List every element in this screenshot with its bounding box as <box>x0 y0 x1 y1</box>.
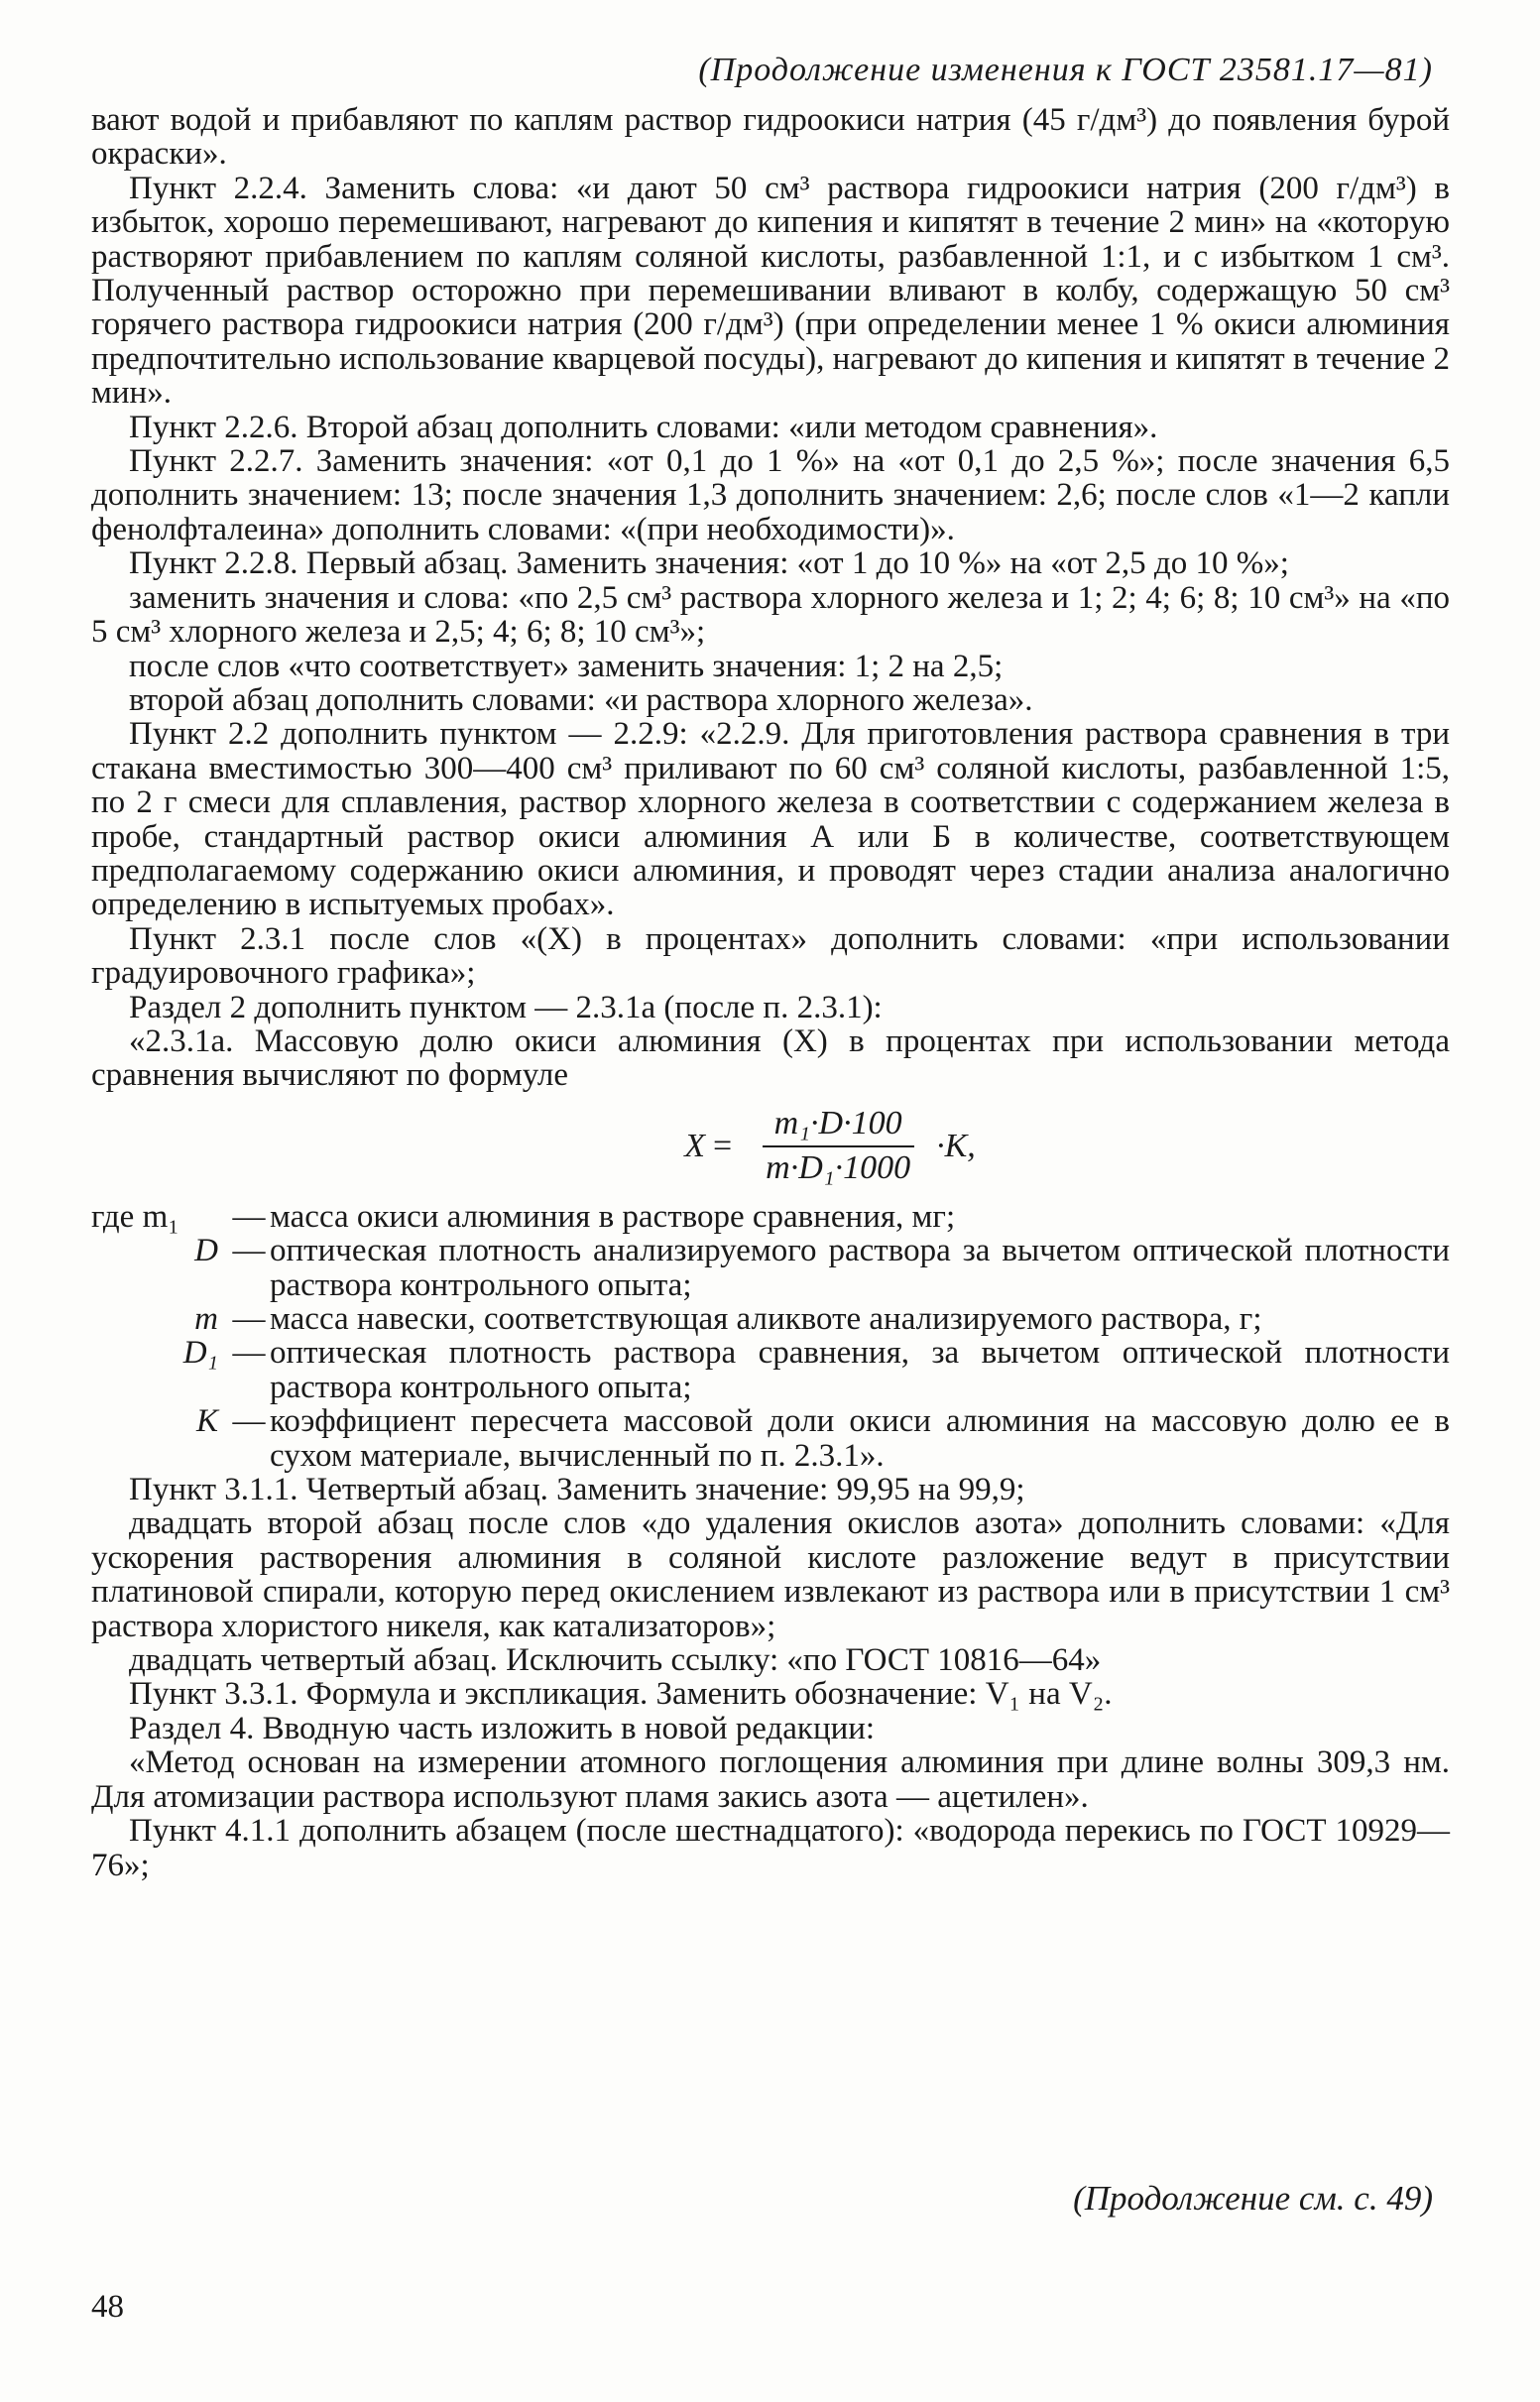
definition-symbol: где m₁ <box>91 1198 179 1235</box>
paragraph: вают водой и прибавляют по каплям раствор гидроокиси натрия (45 г/дм³) до появления бурой окраски». <box>91 102 1450 173</box>
definition-row <box>91 1200 1450 1234</box>
definition-text: коэффициент пересчета массовой доли окиси алюминия на массовую долю ее в сухом материале, вычисленный по п. 2.3.1». <box>270 1403 1450 1474</box>
definition-row <box>91 1234 1450 1302</box>
continuation-note: (Продолжение см. с. 49) <box>1073 2179 1433 2218</box>
definition-text: оптическая плотность раствора сравнения, за вычетом оптической плотности раствора контрольного опыта; <box>270 1335 1450 1405</box>
paragraph: «Метод основан на измерении атомного поглощения алюминия при длине волны 309,3 нм. Для атомизации раствора используют пламя закись азота — ацетилен». <box>91 1744 1450 1815</box>
definition-dash: — <box>232 1233 266 1269</box>
paragraph: Пункт 2.2.6. Второй абзац дополнить словами: «или методом сравнения». <box>129 409 1158 445</box>
paragraph: заменить значения и слова: «по 2,5 см³ раствора хлорного железа и 1; 2; 4; 6; 8; 10 см³» на «по 5 см³ хлорного железа и 2,5; 4; 6; 8; 10 см³»; <box>91 579 1450 651</box>
formula-suffix: ·K, <box>936 1127 976 1164</box>
paragraph: Пункт 3.3.1. Формула и экспликация. Заменить обозначение: V₁ на V₂. <box>129 1676 1113 1713</box>
definition-text: оптическая плотность анализируемого раствора за вычетом оптической плотности раствора контрольного опыта; <box>270 1233 1450 1303</box>
formula <box>210 1093 1450 1200</box>
definition-dash: — <box>232 1403 266 1440</box>
paragraph: Раздел 2 дополнить пунктом — 2.3.1а (после п. 2.3.1): <box>129 989 883 1025</box>
definition-symbol: m <box>194 1301 218 1337</box>
paragraph: второй абзац дополнить словами: «и раствора хлорного железа». <box>129 681 1033 718</box>
paragraph: Пункт 2.2.7. Заменить значения: «от 0,1 до 1 %» на «от 0,1 до 2,5 %»; после значения 6,5 дополнить значением: 13; после значения 1,3 дополнить значением: 2,6; после слов «1—2 капли фенолфталеина» дополнить словами: «(при необходимости)». <box>91 443 1450 547</box>
definition-text: масса навески, соответствующая аликвоте анализируемого раствора, г; <box>270 1301 1262 1337</box>
definition-dash: — <box>232 1301 266 1337</box>
definition-dash: — <box>232 1198 266 1235</box>
paragraph: двадцать второй абзац после слов «до удаления окислов азота» дополнить словами: «Для ускорения растворения алюминия в соляной кислоте разложение ведут в присутствии платиновой спирали, которую перед окислением извлекают из раствора или в присутствии 1 см³ раствора хлористого никеля, как катализаторов»; <box>91 1505 1450 1644</box>
paragraph: Пункт 2.2.8. Первый абзац. Заменить значения: «от 1 до 10 %» на «от 2,5 до 10 %»; <box>129 545 1289 582</box>
definition-symbol: D <box>194 1233 218 1269</box>
definition-symbol: K <box>195 1403 218 1440</box>
paragraph: Пункт 2.3.1 после слов «(X) в процентах» дополнить словами: «при использовании градуировочного графика»; <box>91 920 1450 992</box>
formula-denominator: m·D₁·1000 <box>766 1148 911 1186</box>
definition-row <box>91 1302 1450 1336</box>
definition-row <box>91 1336 1450 1404</box>
definition-text: масса окиси алюминия в растворе сравнения, мг; <box>270 1198 956 1235</box>
paragraph: Пункт 2.2 дополнить пунктом — 2.2.9: «2.2.9. Для приготовления раствора сравнения в три стакана вместимостью 300—400 см³ приливают по 60 см³ соляной кислоты, разбавленной 1:5, по 2 г смеси для сплавления, раствор хлорного железа в соответствии с содержанием железа в пробе, стандартный раствор окиси алюминия А или Б в количестве, соответствующем предполагаемому содержанию окиси алюминия, и проводят через стадии анализа аналогично определению в испытуемых пробах». <box>91 716 1450 923</box>
definition-dash: — <box>232 1335 266 1372</box>
paragraph: Пункт 3.1.1. Четвертый абзац. Заменить значение: 99,95 на 99,9; <box>129 1472 1025 1508</box>
document-body <box>91 103 1450 1882</box>
running-header: (Продолжение изменения к ГОСТ 23581.17—81) <box>698 52 1433 88</box>
paragraph: Пункт 4.1.1 дополнить абзацем (после шестнадцатого): «водорода перекись по ГОСТ 10929—76»; <box>91 1813 1450 1883</box>
paragraph: Раздел 4. Вводную часть изложить в новой редакции: <box>129 1710 876 1746</box>
paragraph: «2.3.1а. Массовую долю окиси алюминия (X) в процентах при использовании метода сравнения вычисляют по формуле <box>91 1022 1450 1094</box>
formula-numerator: m₁·D·100 <box>763 1107 914 1146</box>
paragraph: двадцать четвертый абзац. Исключить ссылку: «по ГОСТ 10816—64» <box>129 1642 1102 1679</box>
formula-lhs: X <box>684 1127 705 1164</box>
formula-fraction <box>754 1107 922 1185</box>
definition-row <box>91 1404 1450 1473</box>
formula-definitions <box>91 1200 1450 1473</box>
formula-equals: = <box>712 1127 733 1164</box>
paragraph: после слов «что соответствует» заменить значения: 1; 2 на 2,5; <box>129 648 1004 684</box>
page-number: 48 <box>91 2289 124 2325</box>
definition-symbol: D₁ <box>182 1335 218 1372</box>
paragraph: Пункт 2.2.4. Заменить слова: «и дают 50 см³ раствора гидроокиси натрия (200 г/дм³) в избыток, хорошо перемешивают, нагревают до кипения и кипятят в течение 2 мин» на «которую растворяют прибавлением по каплям соляной кислоты, разбавленной 1:1, и с избытком 1 см³. Полученный раствор осторожно при перемешивании вливают в колбу, содержащую 50 см³ горячего раствора гидроокиси натрия (200 г/дм³) (при определении менее 1 % окиси алюминия предпочтительно использование кварцевой посуды), нагревают до кипения и кипятят в течение 2 мин». <box>91 170 1450 412</box>
